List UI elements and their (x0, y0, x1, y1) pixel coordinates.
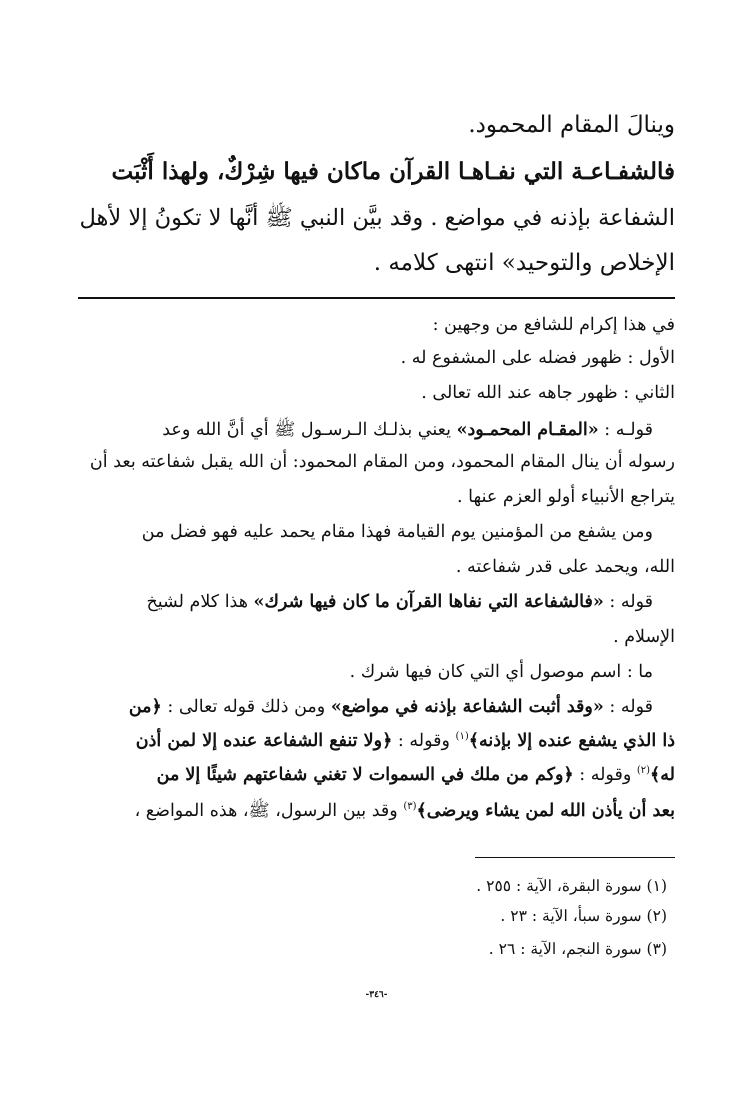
note-4-quote: «المقـام المحمـود» (456, 420, 599, 440)
footnote-divider (475, 857, 675, 858)
note-4-intro: قولـه : (604, 420, 653, 440)
note-12-text: ومن ذلك قوله تعالى : (167, 697, 326, 717)
note-9-text: هذا كلام لشيخ (146, 592, 248, 612)
note-line-2: الأول : ظهور فضله على المشفوع له . (400, 348, 675, 368)
main-line-2: فالشفـاعـة التي نفـاهـا القرآن ماكان فيها شِرْكٌ، ولهذا أَثْبَت (111, 158, 675, 185)
note-14-text: وقوله : (579, 765, 632, 785)
note-line-3: الثاني : ظهور جاهه عند الله تعالى . (421, 383, 675, 403)
note-12-verse-start: ﴿من (128, 697, 162, 717)
note-line-13 (136, 731, 675, 751)
note-line-6: يتراجع الأنبياء أولو العزم عنها . (457, 487, 675, 507)
verse-2-end: له﴾ (650, 765, 675, 785)
note-line-5: رسوله أن ينال المقام المحمود، ومن المقام المحمود: أن الله يقبل شفاعته بعد أن (89, 452, 675, 472)
verse-1: ذا الذي يشفع عنده إلا بإذنه﴾ (468, 731, 675, 751)
page-number: -٣٤٦- (365, 990, 388, 1000)
footnote-ref-2: (٢) (636, 765, 651, 777)
footnote-1: (١) سورة البقرة، الآية : ٢٥٥ . (476, 877, 667, 895)
verse-2: ﴿ولا تنفع الشفاعة عنده إلا لمن أذن (135, 731, 393, 751)
note-line-15 (135, 799, 675, 825)
note-9-intro: قوله : (609, 592, 653, 612)
note-12-intro: قوله : (609, 697, 653, 717)
note-line-11: ما : اسم موصول أي التي كان فيها شرك . (349, 662, 653, 682)
verse-3: ﴿وكم من ملك في السموات لا تغني شفاعتهم شيئًا إلا من (156, 765, 574, 785)
note-line-1: في هذا إكرام للشافع من وجهين : (432, 315, 675, 335)
main-line-4: الإخلاص والتوحيد» انتهى كلامه . (373, 250, 675, 276)
note-line-10: الإسلام . (613, 627, 675, 647)
note-line-9 (146, 592, 653, 612)
note-line-4 (162, 418, 653, 444)
main-line-3: الشفاعة بإذنه في مواضع . وقد بيَّن النبي ﷺ أنَّها لا تكونُ إلا لأهل (79, 205, 675, 231)
note-12-quote: «وقد أثبت الشفاعة بإذنه في مواضع» (330, 697, 604, 717)
note-line-14 (157, 765, 675, 785)
verse-3-end: بعد أن يأذن الله لمن يشاء ويرضى﴾ (416, 801, 675, 821)
footnote-ref-1: (١) (455, 731, 469, 743)
footnote-3: (٣) سورة النجم، الآية : ٢٦ . (488, 940, 667, 958)
note-line-7: ومن يشفع من المؤمنين يوم القيامة فهذا مقام يحمد عليه فهو فضل من (141, 522, 653, 542)
main-line-1: وينالَ المقام المحمود. (468, 112, 675, 138)
main-divider (78, 297, 675, 299)
note-4-text: يعني بذلـك الـرسـول ﷺ أي أنَّ الله وعد (162, 420, 451, 440)
note-line-8: الله، ويحمد على قدر شفاعته . (455, 557, 675, 577)
footnote-ref-3: (٣) (403, 801, 417, 813)
note-13-text: وقوله : (397, 731, 450, 751)
note-9-quote: «فالشفاعة التي نفاها القرآن ما كان فيها شرك» (253, 592, 604, 612)
footnote-2: (٢) سورة سبأ، الآية : ٢٣ . (500, 907, 667, 925)
note-line-12 (129, 697, 653, 717)
note-15-text: وقد بين الرسول، ﷺ، هذه المواضع ، (134, 801, 398, 821)
